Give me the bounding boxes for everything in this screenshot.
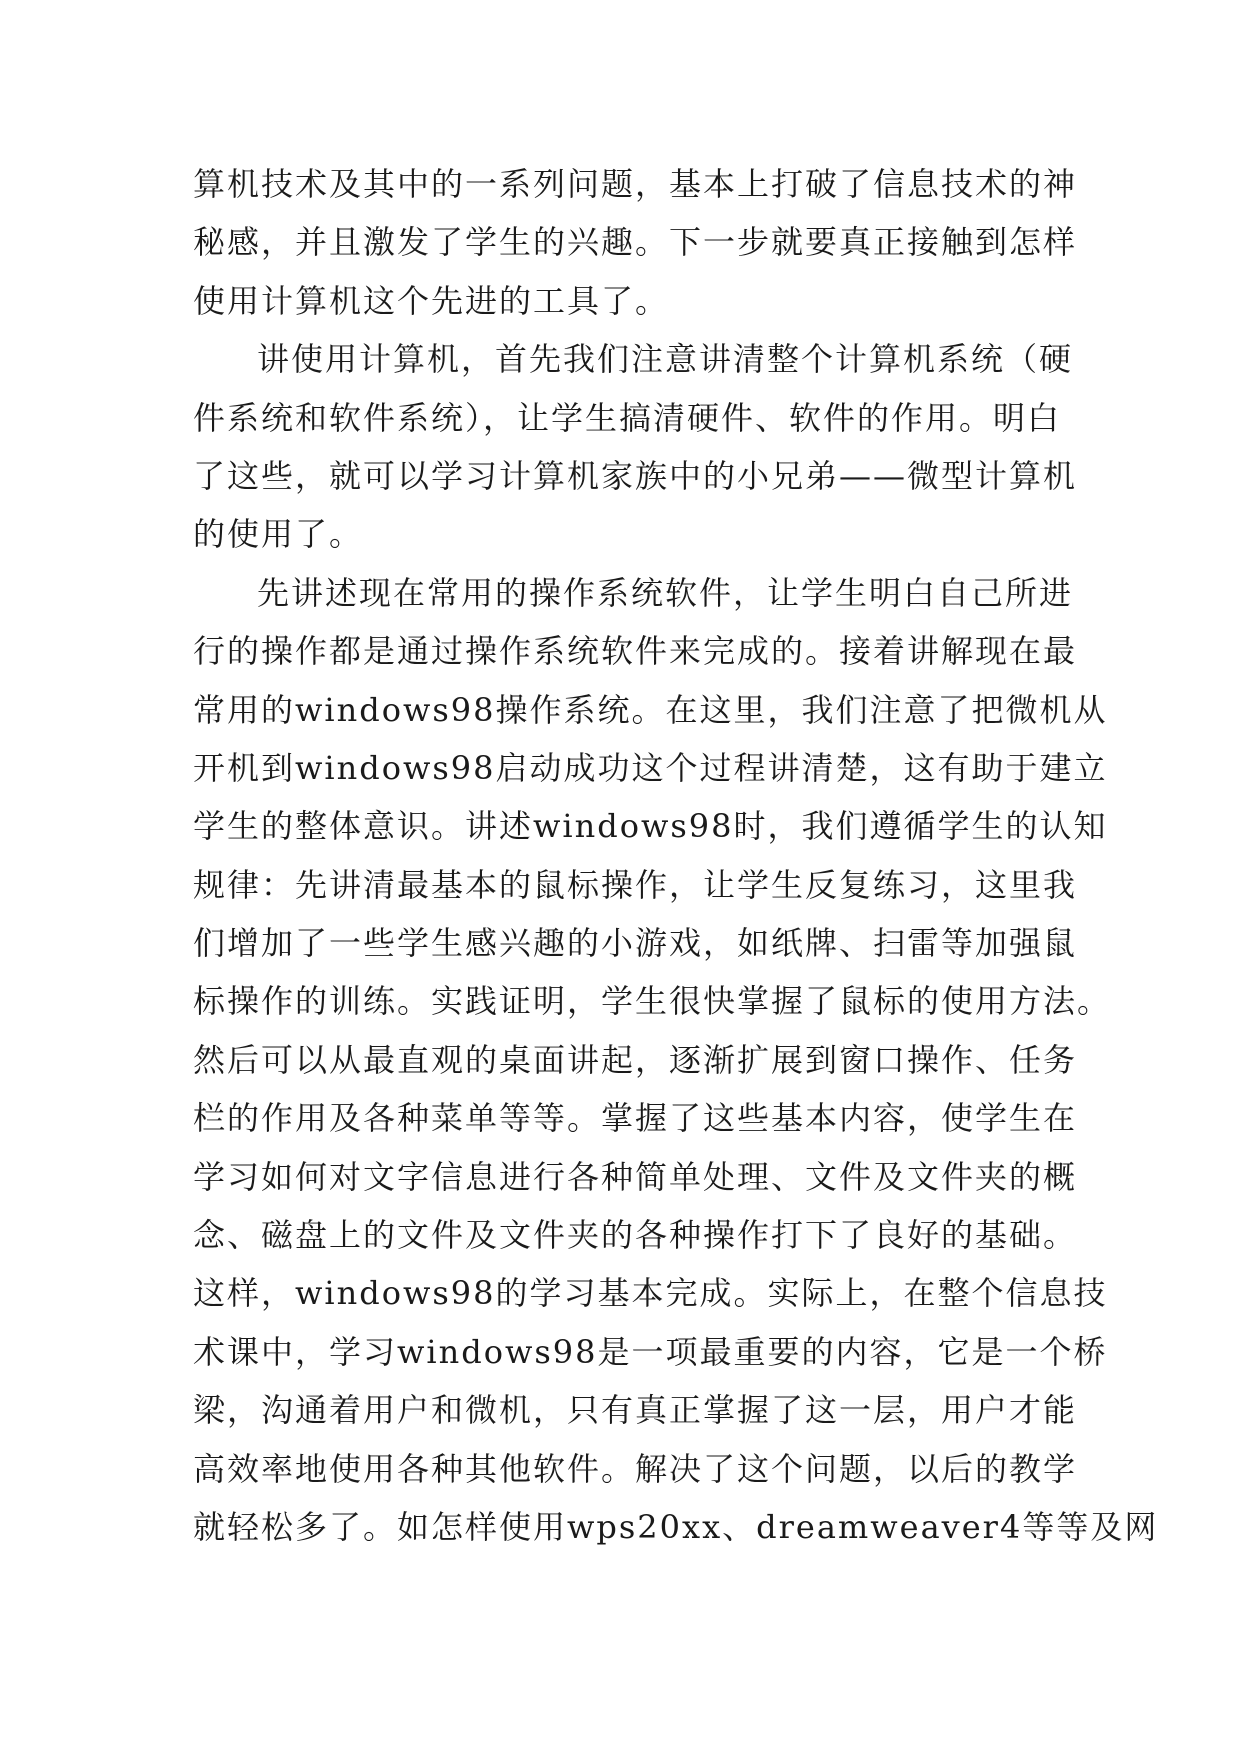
text-line: 学习如何对文字信息进行各种简单处理、文件及文件夹的概 <box>193 1157 1078 1196</box>
text-line: 的使用了。 <box>193 515 364 554</box>
text-line: 开机到windows98启动成功这个过程讲清楚，这有助于建立 <box>193 748 1108 787</box>
paragraph-first-line: 讲使用计算机，首先我们注意讲清整个计算机系统（硬 <box>257 340 1074 379</box>
body-text <box>193 155 1159 1556</box>
text-line: 念、磁盘上的文件及文件夹的各种操作打下了良好的基础。 <box>193 1216 1078 1255</box>
text-line: 高效率地使用各种其他软件。解决了这个问题，以后的教学 <box>193 1449 1078 1488</box>
text-line: 这样，windows98的学习基本完成。实际上，在整个信息技 <box>193 1274 1108 1313</box>
text-line: 算机技术及其中的一系列问题，基本上打破了信息技术的神 <box>193 165 1078 203</box>
text-line: 栏的作用及各种菜单等等。掌握了这些基本内容，使学生在 <box>193 1099 1078 1138</box>
text-line: 件系统和软件系统），让学生搞清硬件、软件的作用。明白 <box>193 398 1062 437</box>
text-line: 梁，沟通着用户和微机，只有真正掌握了这一层，用户才能 <box>193 1391 1078 1430</box>
paragraph-first-line: 先讲述现在常用的操作系统软件，让学生明白自己所进 <box>257 573 1074 612</box>
text-line: 行的操作都是通过操作系统软件来完成的。接着讲解现在最 <box>193 632 1078 671</box>
text-line: 规律：先讲清最基本的鼠标操作，让学生反复练习，这里我 <box>193 865 1078 904</box>
text-line: 使用计算机这个先进的工具了。 <box>193 281 670 320</box>
text-line: 就轻松多了。如怎样使用wps20xx、dreamweaver4等等及网 <box>193 1507 1159 1546</box>
text-line: 学生的整体意识。讲述windows98时，我们遵循学生的认知 <box>193 807 1108 846</box>
text-line: 常用的windows98操作系统。在这里，我们注意了把微机从 <box>193 690 1108 729</box>
text-line: 术课中，学习windows98是一项最重要的内容，它是一个桥 <box>193 1332 1108 1371</box>
text-line: 秘感，并且激发了学生的兴趣。下一步就要真正接触到怎样 <box>193 223 1078 262</box>
text-line: 然后可以从最直观的桌面讲起，逐渐扩展到窗口操作、任务 <box>193 1040 1078 1079</box>
text-line: 了这些，就可以学习计算机家族中的小兄弟——微型计算机 <box>193 456 1078 495</box>
text-line: 们增加了一些学生感兴趣的小游戏，如纸牌、扫雷等加强鼠 <box>193 924 1078 963</box>
text-line: 标操作的训练。实践证明，学生很快掌握了鼠标的使用方法。 <box>193 982 1112 1021</box>
